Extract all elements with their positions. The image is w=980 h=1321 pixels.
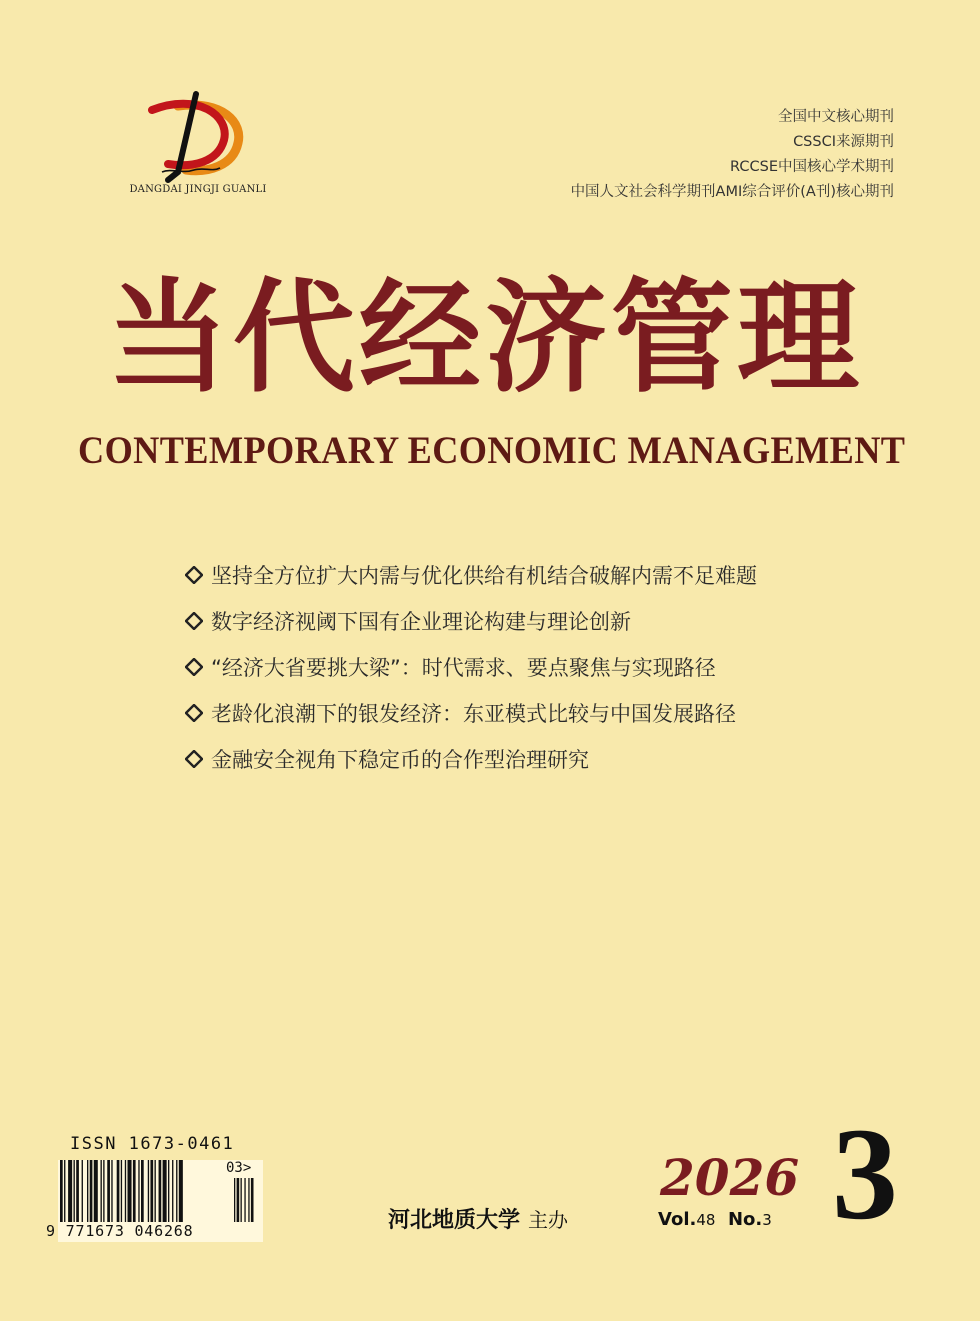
article-title: 老龄化浪潮下的银发经济：东亚模式比较与中国发展路径 (211, 702, 736, 726)
publisher-role: 主办 (528, 1208, 569, 1232)
volume-number (658, 1209, 772, 1230)
vol-label: Vol. (658, 1209, 697, 1230)
logo-mark-icon (138, 88, 258, 188)
article-item (185, 644, 757, 690)
no-label: No. (727, 1209, 763, 1230)
indexing-item: 中国人文社会科学期刊AMI综合评价(A刊)核心期刊 (570, 184, 894, 200)
indexing-list (571, 105, 894, 205)
article-item (185, 736, 757, 782)
diamond-bullet-icon (185, 612, 203, 630)
diamond-bullet-icon (185, 750, 203, 768)
journal-title-chinese: 当代经济管理 (107, 265, 863, 409)
diamond-bullet-icon (185, 658, 203, 676)
barcode-addon: 03> (226, 1160, 252, 1176)
diamond-bullet-icon (185, 566, 203, 584)
article-title: 数字经济视阈下国有企业理论构建与理论创新 (211, 610, 631, 634)
article-title: 坚持全方位扩大内需与优化供给有机结合破解内需不足难题 (211, 564, 757, 588)
vol-value: 48 (696, 1211, 716, 1229)
barcode-number: 9 771673 046268 (46, 1222, 194, 1240)
article-title: 金融安全视角下稳定币的合作型治理研究 (211, 748, 589, 772)
journal-logo (118, 88, 288, 200)
indexing-item: 全国中文核心期刊 (778, 109, 894, 125)
diamond-bullet-icon (185, 704, 203, 722)
publisher-name: 河北地质大学 (388, 1207, 521, 1233)
indexing-item: CSSCI来源期刊 (793, 134, 894, 150)
journal-title-english: CONTEMPORARY ECONOMIC MANAGEMENT (78, 429, 906, 472)
article-item (185, 690, 757, 736)
article-item (185, 598, 757, 644)
issn-label: ISSN 1673-0461 (70, 1134, 235, 1154)
no-value: 3 (762, 1211, 772, 1229)
issue-year: 2026 (660, 1148, 800, 1207)
publisher (388, 1203, 568, 1234)
article-item (185, 552, 757, 598)
logo-caption: DANGDAI JINGJI GUANLI (129, 184, 267, 195)
featured-articles (185, 552, 757, 782)
article-title: “经济大省要挑大梁”：时代需求、要点聚焦与实现路径 (211, 656, 716, 680)
issue-number: 3 (832, 1100, 898, 1247)
indexing-item: RCCSE中国核心学术期刊 (730, 159, 894, 175)
